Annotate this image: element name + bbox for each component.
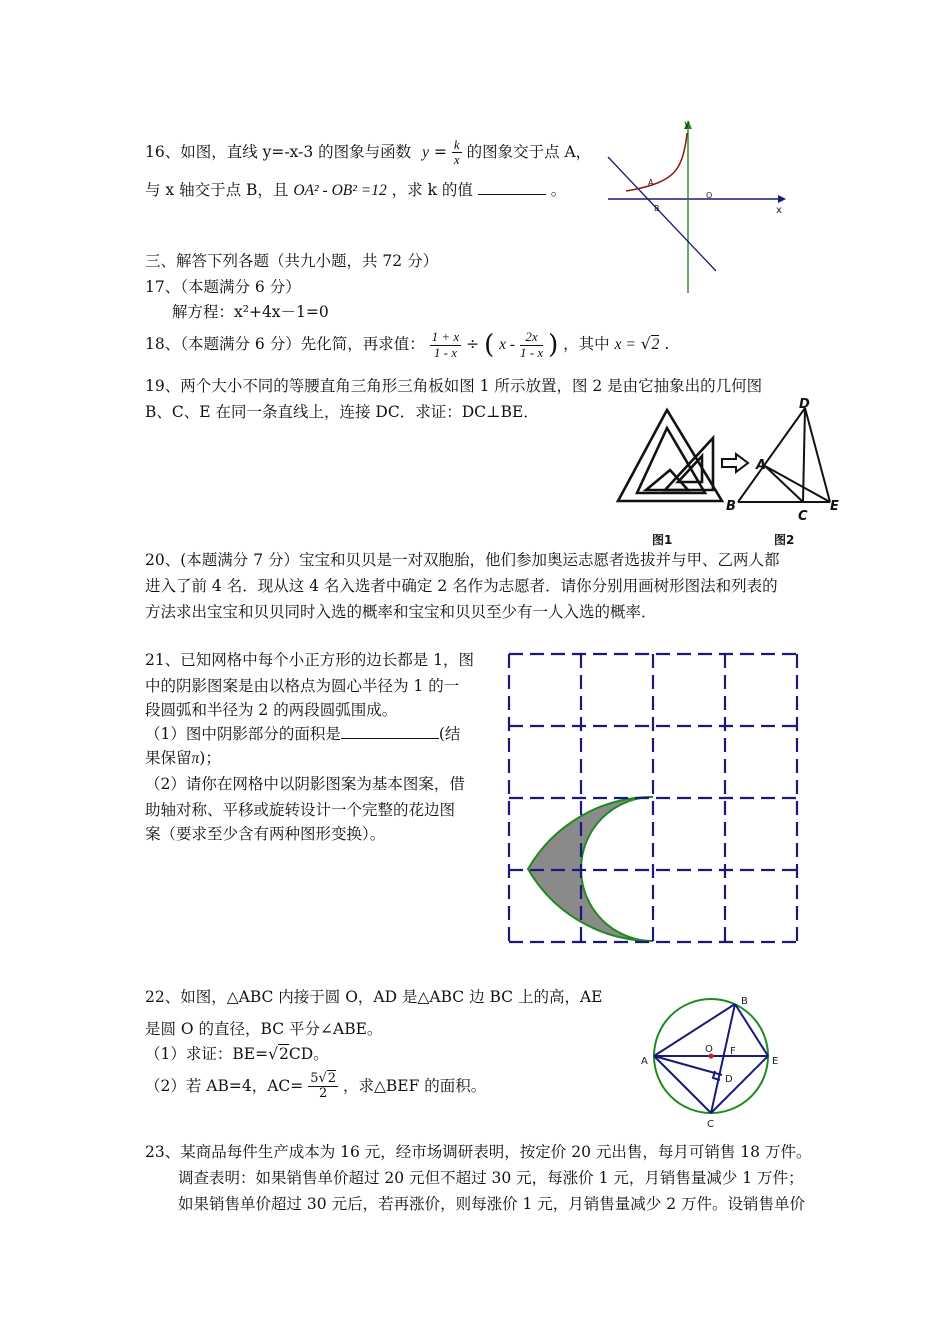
q19-line1: 19、两个大小不同的等腰直角三角形三角板如图 1 所示放置，图 2 是由它抽象出的几何图 (145, 377, 763, 395)
q22-line1: 22、如图，△ABC 内接于圆 O，AD 是△ABC 边 BC 上的高，AE (145, 988, 603, 1006)
label-C: C (707, 1119, 714, 1130)
label-E: E (772, 1056, 779, 1067)
q21-line2: 中的阴影图案是由以格点为圆心半径为 1 的一 (145, 677, 460, 695)
q21-line1: 21、已知网格中每个小正方形的边长都是 1，图 (145, 651, 475, 669)
q19-figure (610, 398, 850, 548)
q16-graph-figure (600, 115, 790, 300)
q16-line2: 与 x 轴交于点 B，且 OA² - OB² =12 ，求 k 的值 。 (145, 181, 567, 199)
right-paren: ) (548, 330, 559, 360)
label-y: y (684, 119, 690, 130)
x-axis-arrow-icon (778, 195, 786, 203)
fraction-2: $\frac{2x}{1 - x}$ (520, 329, 544, 360)
sqrt-sign: √ (640, 335, 651, 353)
label-O: O (705, 1044, 713, 1055)
label-B: B (654, 204, 660, 213)
k-over-x-fraction: $\frac{k}{x}$ (453, 137, 460, 168)
line-y-neg-x-minus-3 (608, 157, 716, 271)
answer-blank[interactable] (478, 194, 546, 195)
q21-grid-figure (505, 650, 801, 946)
label-x: x (776, 205, 782, 216)
left-paren: ( (484, 330, 495, 360)
label-F: F (730, 1046, 736, 1057)
q20-line3: 方法求出宝宝和贝贝同时入选的概率和宝宝和贝贝至少有一人入选的概率． (145, 603, 657, 621)
q23-line2: 调查表明：如果销售单价超过 20 元但不超过 30 元，每涨价 1 元，月销售量减少 1 万件； (178, 1169, 804, 1187)
label-B: B (726, 499, 736, 514)
q21-line3: 段圆弧和半径为 2 的两段圆弧围成。 (145, 701, 398, 719)
q19-line2: B、C、E 在同一条直线上，连接 DC．求证：DC⊥BE． (145, 403, 539, 421)
label-D: D (725, 1074, 733, 1085)
q22-circle-figure (635, 990, 785, 1130)
area-answer-blank[interactable] (341, 738, 439, 739)
q20-line2: 进入了前 4 名．现从这 4 名入选者中确定 2 名作为志愿者．请你分别用画树形图法和列表的 (145, 577, 778, 595)
q21-line4: （1）图中阴影部分的面积是 (结 (145, 725, 461, 743)
q21-line6: （2）请你在网格中以阴影图案为基本图案，借 (145, 775, 465, 793)
fig1-caption: 图1 (652, 533, 673, 547)
ac-fraction: $\frac{5√2}{2}$ (310, 1071, 337, 1102)
q22-line4: （2）若 AB=4，AC= $\frac{5√2}{2}$ ，求△BEF 的面积。 (145, 1071, 487, 1102)
sqrt-sign: √ (268, 1045, 278, 1063)
label-E: E (830, 499, 839, 514)
q17-head: 17、（本题满分 6 分） (145, 278, 301, 296)
label-A: A (641, 1056, 648, 1067)
label-C: C (798, 509, 808, 524)
label-B: B (741, 996, 748, 1007)
q23-line1: 23、某商品每件生产成本为 16 元，经市场调研表明，按定价 20 元出售，每月可销售 18 万件。 (145, 1143, 812, 1161)
q21-line8: 案（要求至少含有两种图形变换）。 (145, 825, 386, 843)
set-square-figure (618, 410, 722, 501)
shaded-crescent (528, 797, 653, 941)
arrow-right-icon (722, 454, 748, 472)
hyperbola-curve (626, 133, 687, 191)
label-A: A (648, 178, 654, 187)
q22-line3: （1）求证：BE=√2CD。 (145, 1045, 329, 1063)
q21-line5: 果保留π)； (145, 749, 221, 767)
label-A: A (756, 458, 767, 473)
fig2-caption: 图2 (774, 533, 795, 547)
q21-line7: 助轴对称、平移或旋转设计一个完整的花边图 (145, 801, 456, 819)
q18-line: 18、（本题满分 6 分）先化简，再求值： $\frac{1 + x}{1 - x}$ ÷ ( x - $\frac{2x}{1 - x}$ ) ，其中 x = √2 . (145, 329, 670, 360)
q16-line1: 16、如图，直线 y=-x-3 的图象与函数 y = $\frac{k}{x}$ 的图象交于点 A， (145, 137, 592, 168)
label-D: D (799, 398, 810, 412)
q17-body: 解方程：x²+4x－1=0 (172, 303, 329, 321)
label-O: O (706, 191, 713, 200)
fraction-1: $\frac{1 + x}{1 - x}$ (431, 329, 460, 360)
q22-line2: 是圆 O 的直径，BC 平分∠ABE。 (145, 1020, 383, 1038)
q23-line3: 如果销售单价超过 30 元后，若再涨价，则每涨价 1 元，月销售量减少 2 万件。设销售单价 (178, 1195, 806, 1213)
abstract-geometry-figure (738, 408, 830, 502)
q20-line1: 20、(本题满分 7 分）宝宝和贝贝是一对双胞胎，他们参加奥运志愿者选拔并与甲、乙两人都 (145, 551, 780, 569)
section-3-heading: 三、解答下列各题（共九小题，共 72 分） (145, 252, 439, 270)
